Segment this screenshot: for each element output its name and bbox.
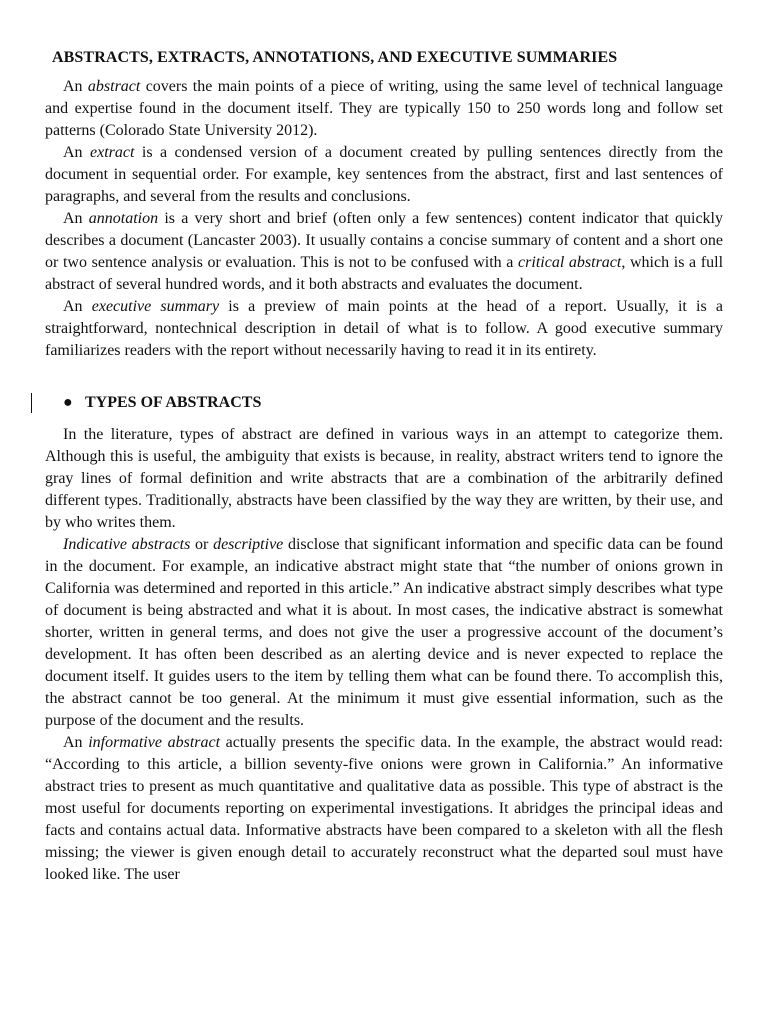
text-run: , which is a full abstract of several hundred words, and it both abstracts and evaluates the document. bbox=[45, 254, 724, 293]
term-critical-abstract: critical abstract bbox=[518, 254, 622, 271]
paragraph-extract bbox=[45, 142, 723, 208]
text-run: An bbox=[63, 210, 89, 227]
text-run: is a very short and brief (often only a few sentences) content indicator that quickly describes a document (Lancaster 2003). It usually contains a concise summary of content and a short one or two sentence analysis or evaluation. This is not to be confused with a bbox=[45, 210, 723, 271]
text-run: An bbox=[63, 144, 91, 161]
term-abstract: abstract bbox=[87, 78, 141, 95]
text-run: actually presents the specific data. In the example, the abstract would read: “According to this article, a billion seventy-five onions were grown in California.” An informative abstract tries to present as much quantitative and qualitative data as possible. This type of abstract is the most useful for documents reporting on experimental investigations. It abridges the principal ideas and facts and contains actual data. Informative abstracts have been compared to a skeleton with all the flesh missing; the viewer is given enough detail to accurately reconstruct what the departed soul must have looked like. The user bbox=[45, 734, 723, 883]
text-cursor bbox=[31, 393, 32, 413]
text-run: is a preview of main points at the head of a report. Usually, it is a straightforward, nontechnical description in detail of what is to follow. A good executive summary familiarizes readers with the report without necessarily having to read it in its entirety. bbox=[45, 298, 723, 359]
text-run: An bbox=[63, 298, 92, 315]
text-run: or bbox=[190, 536, 214, 553]
text-run: An bbox=[63, 734, 89, 751]
paragraph-types-intro bbox=[45, 424, 723, 534]
paragraph-abstract bbox=[45, 76, 723, 142]
paragraph-indicative-abstracts bbox=[45, 534, 723, 732]
text-run: is a condensed version of a document created by pulling sentences directly from the document in sequential order. For example, key sentences from the abstract, first and last sentences of paragraphs, and several from the results and conclusions. bbox=[45, 144, 724, 205]
paragraph-annotation bbox=[45, 208, 723, 296]
term-extract: extract bbox=[90, 144, 135, 161]
term-annotation: annotation bbox=[88, 210, 159, 227]
paragraph-informative-abstract bbox=[45, 732, 723, 886]
text-run: covers the main points of a piece of writing, using the same level of technical language and expertise found in the document itself. They are typically 150 to 250 words long and follow set patterns (Colorado State University 2012). bbox=[45, 78, 723, 139]
section-heading-text: TYPES OF ABSTRACTS bbox=[85, 394, 262, 411]
text-run: disclose that significant information and specific data can be found in the document. For example, an indicative abstract might state that “the number of onions grown in California was determined and reported in this article.” An indicative abstract simply describes what type of document is being abstracted and what it is about. In most cases, the indicative abstract is somewhat shorter, written in general terms, and does not give the user a progressive account of the document’s development. It has often been described as an alerting device and is never expected to replace the document itself. It guides users to the item by telling them what can be found there. To accomplish this, the abstract cannot be too general. At the minimum it must give essential information, such as the purpose of the document and the results. bbox=[45, 536, 724, 729]
term-descriptive: descriptive bbox=[213, 536, 284, 553]
document-title: ABSTRACTS, EXTRACTS, ANNOTATIONS, AND EXECUTIVE SUMMARIES bbox=[52, 49, 618, 66]
term-informative-abstract: informative abstract bbox=[88, 734, 221, 751]
text-run: In the literature, types of abstract are defined in various ways in an attempt to categorize them. Although this is useful, the ambiguity that exists is because, in reality, abstract writers tend to ignore the gray lines of formal definition and write abstracts that are a combination of the arbitrarily defined different types. Traditionally, abstracts have been classified by the way they are written, by their use, and by who writes them. bbox=[45, 426, 723, 531]
term-executive-summary: executive summary bbox=[91, 298, 220, 315]
bullet-icon: ● bbox=[63, 394, 73, 411]
term-indicative-abstracts: Indicative abstracts bbox=[63, 536, 191, 553]
text-run: An bbox=[63, 78, 88, 95]
document-page bbox=[45, 46, 723, 886]
section-heading-types-of-abstracts bbox=[45, 392, 723, 414]
paragraph-executive-summary bbox=[45, 296, 723, 362]
